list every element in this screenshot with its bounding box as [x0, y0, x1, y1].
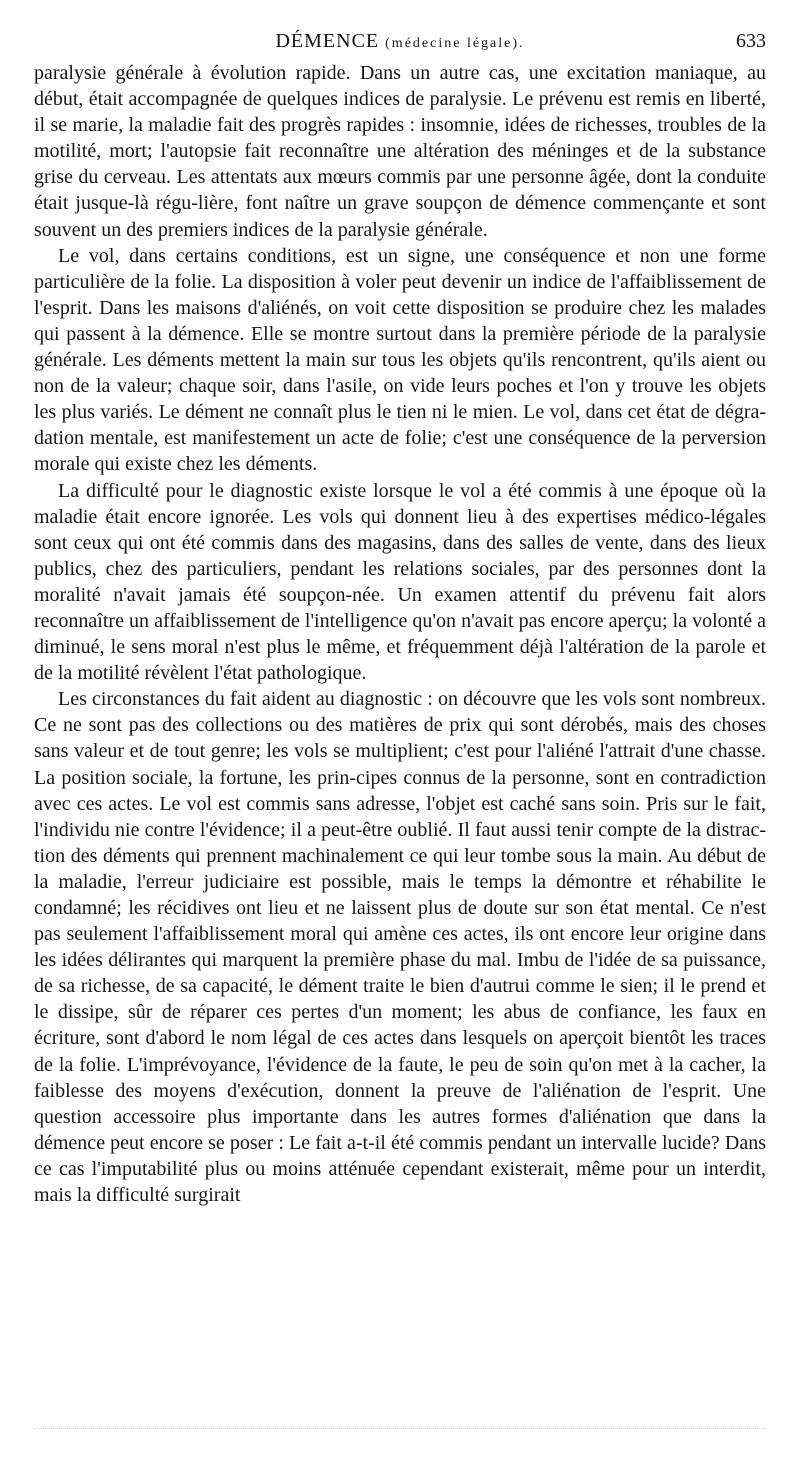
text-line: contre l'évidence; il a peut-être oublié. Il faut aussi tenir compte de la distrac- [144, 818, 767, 841]
text-line: paralysie générale à évolution rapide. Dans un autre cas, une excitation maniaque, [34, 62, 738, 84]
text-line: atténuée cependant existerait, même pour un interdit, mais la difficulté surgirait [34, 1157, 766, 1207]
text-line: des salles de vente, dans des lieux publics, chez des particuliers, pendant les [34, 531, 767, 580]
text-line: lière, font naître un grave soupçon de démence commençante et sont souvent [34, 192, 766, 241]
text-line: cipes connus de la personne, sont en contradiction avec ces actes. Le vol est [34, 766, 767, 815]
text-line: c'est pour l'aliéné l'attrait d'une chasse. La position sociale, la fortune, les prin- [34, 740, 767, 789]
text-line: un des premiers indices de la paralysie générale. [101, 218, 488, 241]
text-line: Le vol, dans certains conditions, est un signe, une conséquence et non une [58, 244, 709, 267]
text-line: remis en liberté, il se marie, la maladie fait des progrès rapides : insomnie, [34, 88, 767, 137]
text-line: mœurs commis par une personne âgée, dont la conduite était jusque-là régu- [34, 166, 766, 215]
text-line: se produire chez les malades qui passent à la démence. Elle se montre surtout [34, 296, 767, 345]
paragraph [34, 243, 766, 478]
page-number: 633 [736, 30, 766, 52]
text-line: Le dément ne connaît plus le tien ni le mien. Le vol, dans cet état de dégra- [158, 401, 767, 424]
text-line: née. Un examen attentif du prévenu fait alors reconnaître un affaiblissement de [34, 583, 767, 632]
text-line: soir, dans l'asile, on vide leurs poches et l'on y trouve les objets les plus variés. [34, 375, 767, 424]
text-line: dérobés, mais des choses sans valeur et de tout genre; les vols se multiplient; [34, 714, 766, 763]
text-line: les traces de la folie. L'imprévoyance, l'évidence de la faute, le peu de soin [34, 1027, 766, 1076]
text-line: écriture, sont d'abord le nom légal de ces actes dans lesquels on aperçoit bientôt [34, 1027, 686, 1050]
text-line: la première phase du mal. Imbu de l'idée de sa puissance, de sa richesse, de sa [34, 949, 766, 998]
paragraph [34, 478, 766, 687]
text-line: motilité révèlent l'état pathologique. [77, 662, 367, 685]
text-line: relations sociales, par des personnes dont la moralité n'avait jamais été soupçon- [34, 557, 766, 606]
text-line: expertises médico-légales sont ceux qui ont été commis dans des magasins, dans [34, 505, 766, 554]
text-line: époque où la maladie était encore ignorée. Les vols qui donnent lieu à des [34, 479, 767, 528]
text-line: démontre et réhabilite le condamné; les récidives ont lieu et ne laissent plus de [34, 870, 766, 919]
text-line: idées de richesses, troubles de la motilité, mort; l'autopsie fait reconnaître une [34, 114, 767, 163]
text-line: commis sans adresse, l'objet est caché sans soin. Pris sur le fait, l'individu nie [34, 792, 766, 841]
paragraph [34, 60, 766, 243]
text-line: Au début de la maladie, l'erreur judiciaire est possible, mais le temps la [34, 844, 766, 893]
text-line: amène ces actes, ils ont encore leur origine dans les idées délirantes qui marquent [34, 923, 767, 972]
text-line: Les circonstances du fait aident au diagnostic : on découvre que les vols sont [58, 688, 675, 711]
text-line: l'affaiblissement de l'esprit. Dans les maisons d'aliénés, on voit cette disposition [34, 270, 766, 319]
running-title-sub: (médecine légale). [385, 36, 525, 51]
text-line: tion des déments qui prennent machinalement ce qui leur tombe sous la main. [34, 844, 663, 867]
running-header [34, 26, 766, 56]
text-line: altération des méninges et de la substance grise du cerveau. Les attentats aux [34, 140, 767, 189]
text-line: dans la première période de la paralysie générale. Les déments mettent la main [34, 322, 766, 372]
paragraph [34, 686, 766, 1208]
page-bottom-rule [34, 1428, 766, 1441]
text-line: nombreux. Ce ne sont pas des collections ou des matières de prix qui sont [34, 688, 767, 737]
text-line: l'intelligence qu'on n'avait pas encore aperçu; la volonté a diminué, le sens [34, 609, 767, 659]
body-text [34, 60, 766, 1208]
text-line: commis pendant un intervalle lucide? Dans ce cas l'imputabilité plus ou moins [34, 1131, 767, 1180]
text-line: au début, était accompagnée de quelques indices de paralysie. Le prévenu est [34, 62, 766, 111]
text-line: doute sur son état mental. Ce n'est pas seulement l'affaiblissement moral qui [34, 897, 766, 946]
text-line: capacité, le dément traite le bien d'autrui comme le sien; il le prend et le dissipe, [34, 975, 766, 1024]
text-line: forme particulière de la folie. La disposition à voler peut devenir un indice de [34, 244, 767, 293]
text-line: l'aliénation de l'esprit. Une question accessoire plus importante dans les autres [34, 1079, 767, 1128]
text-line: qu'on met à la cacher, la faiblesse des moyens d'exécution, donnent la preuve de [34, 1053, 766, 1102]
text-line: sûr de réparer ces pertes d'un moment; les abus de confiance, les faux en [127, 1001, 767, 1024]
text-line: La difficulté pour le diagnostic existe lorsque le vol a été commis à une [58, 479, 654, 502]
running-title-main: DÉMENCE [275, 30, 380, 52]
text-line: formes d'aliénation que dans la démence peut encore se poser : Le fait a-t-il été [34, 1105, 767, 1154]
text-line: moral n'est plus le même, et fréquemment déjà l'altération de la parole et de la [34, 636, 767, 685]
text-line: dation mentale, est manifestement un acte de folie; c'est une conséquence de [34, 427, 656, 450]
text-line: la perversion morale qui existe chez les déments. [34, 427, 767, 476]
running-title [34, 26, 766, 59]
text-line: sur tous les objets qu'ils rencontrent, qu'ils aient ou non de la valeur; chaque [34, 349, 767, 398]
